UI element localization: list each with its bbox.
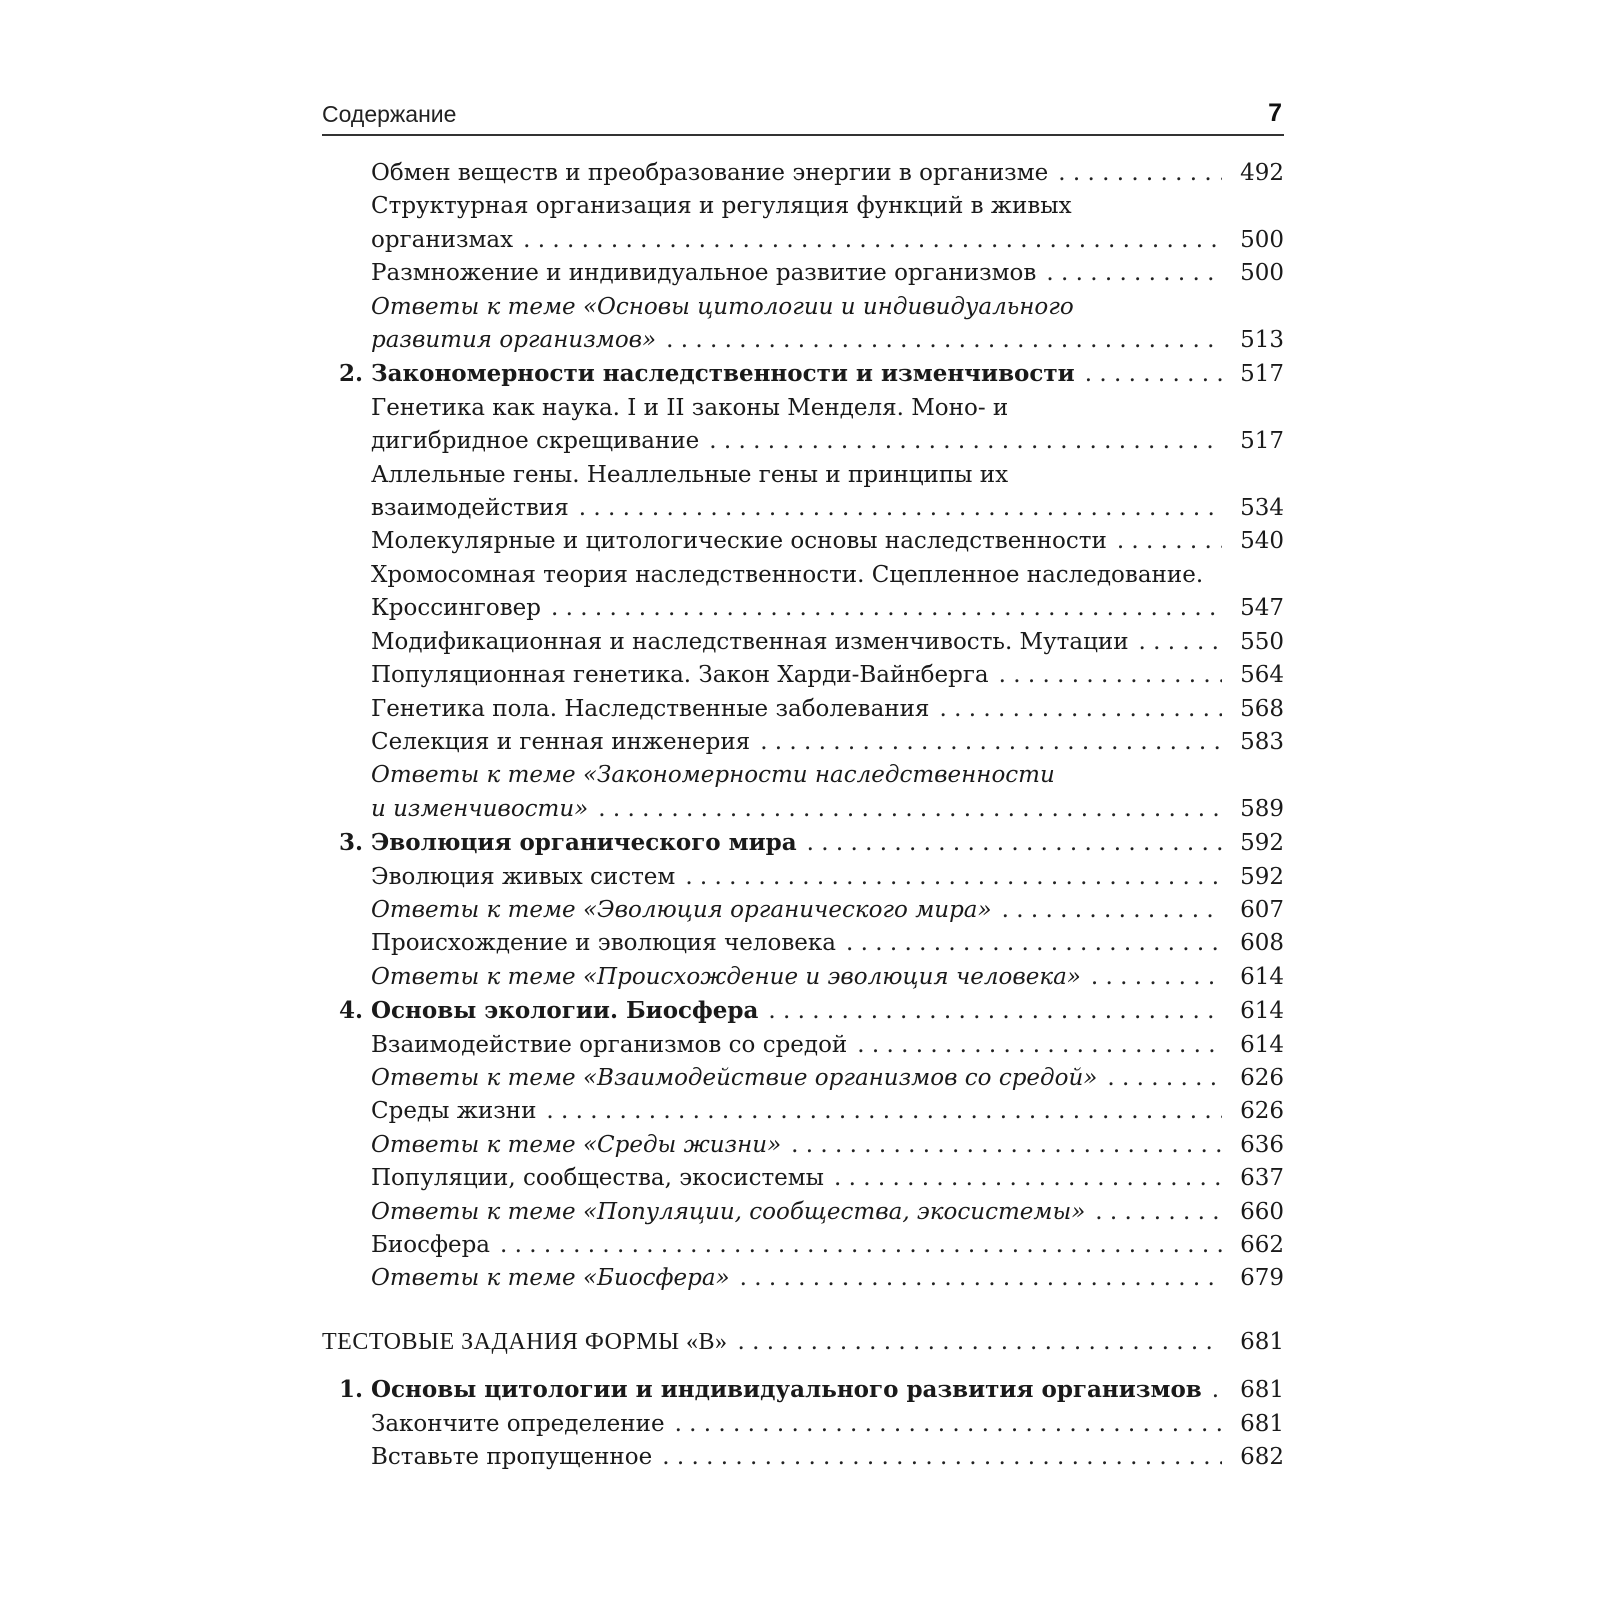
toc-page-number: 636 xyxy=(1240,1131,1284,1158)
dot-leader xyxy=(834,1162,1222,1195)
dot-leader xyxy=(999,659,1222,692)
dot-leader xyxy=(1058,157,1222,190)
toc-entry-title: Размножение и индивидуальное развитие организмов xyxy=(371,260,1037,287)
dot-leader xyxy=(1085,358,1222,391)
toc-page-number: 589 xyxy=(1240,795,1284,822)
dot-leader xyxy=(760,726,1222,759)
dot-leader xyxy=(1002,894,1222,927)
toc-entry[interactable] xyxy=(371,1062,1284,1095)
toc-entry-title: Ответы к теме «Эволюция органического мира» xyxy=(371,896,992,923)
dot-leader xyxy=(768,995,1222,1028)
toc-entry-title: Генетика пола. Наследственные заболевания xyxy=(371,695,930,722)
toc-entry-title: Эволюция живых систем xyxy=(371,863,676,890)
toc-entry-title: Ответы к теме «Взаимодействие организмов со средой» xyxy=(371,1064,1098,1091)
toc-entry[interactable] xyxy=(371,1029,1284,1062)
dot-leader xyxy=(1117,525,1222,558)
toc-entry[interactable] xyxy=(371,525,1284,558)
dot-leader xyxy=(791,1129,1222,1162)
toc-entry-title: Молекулярные и цитологические основы наследственности xyxy=(371,528,1107,555)
toc-page-number: 547 xyxy=(1240,595,1284,622)
toc-section-entry[interactable] xyxy=(339,826,1284,860)
toc-page-number: 568 xyxy=(1240,695,1284,722)
dot-leader xyxy=(709,425,1222,458)
toc-entry[interactable] xyxy=(371,1262,1284,1295)
dot-leader xyxy=(662,1441,1222,1474)
toc-entry[interactable] xyxy=(371,559,1284,626)
toc-entry-title: Среды жизни xyxy=(371,1098,537,1125)
toc-entry[interactable] xyxy=(371,1196,1284,1229)
toc-page-number: 614 xyxy=(1240,963,1284,990)
toc-page-number: 492 xyxy=(1240,160,1284,186)
table-of-contents xyxy=(322,157,1284,1474)
toc-entry[interactable] xyxy=(371,894,1284,927)
toc-section-entry[interactable] xyxy=(339,994,1284,1028)
toc-entry-title-line: Ответы к теме «Закономерности наследственности xyxy=(371,762,1055,789)
toc-entry[interactable] xyxy=(371,1441,1284,1474)
toc-entry[interactable] xyxy=(371,1162,1284,1195)
toc-page-number: 540 xyxy=(1240,528,1284,555)
toc-page-number: 513 xyxy=(1240,327,1284,354)
dot-leader xyxy=(939,693,1222,726)
toc-entry-title: Основы цитологии и индивидуального развития организмов xyxy=(371,1376,1202,1404)
dot-leader xyxy=(1046,257,1222,290)
toc-entry-title: Обмен веществ и преобразование энергии в организме xyxy=(371,160,1049,186)
toc-page-number: 626 xyxy=(1240,1098,1284,1125)
toc-entry-title: Закономерности наследственности и изменчивости xyxy=(371,360,1075,388)
toc-page-number: 662 xyxy=(1240,1232,1284,1258)
toc-entry-title: организмах xyxy=(371,226,514,253)
toc-entry-title: Ответы к теме «Среды жизни» xyxy=(371,1131,782,1158)
toc-entry[interactable] xyxy=(371,659,1284,692)
dot-leader xyxy=(666,324,1222,357)
toc-page-number: 534 xyxy=(1240,495,1284,522)
toc-entry-title-line: Хромосомная теория наследственности. Сцепленное наследование. xyxy=(371,561,1204,588)
toc-entry-title-line: Аллельные гены. Неаллельные гены и принципы их xyxy=(371,461,1009,488)
toc-entry[interactable] xyxy=(371,1129,1284,1162)
toc-entry-title: Биосфера xyxy=(371,1232,491,1258)
toc-entry[interactable] xyxy=(371,1229,1284,1262)
toc-entry[interactable] xyxy=(371,693,1284,726)
dot-leader xyxy=(546,1095,1222,1128)
dot-leader xyxy=(685,861,1222,894)
toc-page-number: 626 xyxy=(1240,1064,1284,1091)
toc-entry-title: Эволюция органического мира xyxy=(371,829,797,857)
toc-entry-title: Происхождение и эволюция человека xyxy=(371,930,836,957)
toc-page-number: 592 xyxy=(1240,863,1284,890)
toc-entry-title: Вставьте пропущенное xyxy=(371,1444,653,1471)
running-header xyxy=(322,96,1284,136)
toc-page-number: 550 xyxy=(1240,628,1284,655)
toc-page-number: 608 xyxy=(1240,930,1284,957)
toc-entry[interactable] xyxy=(371,291,1284,358)
dot-leader xyxy=(1091,961,1222,994)
toc-entry[interactable] xyxy=(371,157,1284,190)
toc-entry-title: Модификационная и наследственная изменчивость. Мутации xyxy=(371,628,1129,655)
running-header-title: Содержание xyxy=(322,101,457,127)
toc-section-number: 2. xyxy=(339,360,364,388)
toc-page-number: 517 xyxy=(1240,361,1284,388)
toc-page-number: 681 xyxy=(1240,1377,1284,1404)
toc-entry[interactable] xyxy=(371,927,1284,960)
toc-entry[interactable] xyxy=(371,459,1284,526)
dot-leader xyxy=(1212,1374,1222,1407)
toc-page-number: 564 xyxy=(1240,662,1284,689)
dot-leader xyxy=(551,592,1222,625)
toc-page-number: 679 xyxy=(1240,1265,1284,1292)
dot-leader xyxy=(675,1408,1222,1441)
toc-page-number: 500 xyxy=(1240,260,1284,287)
toc-page-number: 681 xyxy=(1240,1410,1284,1437)
toc-section-number: 3. xyxy=(339,829,364,857)
toc-entry[interactable] xyxy=(371,961,1284,994)
dot-leader xyxy=(1095,1196,1222,1229)
toc-entry[interactable] xyxy=(371,861,1284,894)
dot-leader xyxy=(598,793,1222,826)
toc-entry-title: Ответы к теме «Популяции, сообщества, экосистемы» xyxy=(371,1198,1086,1225)
toc-page-number: 681 xyxy=(1240,1328,1284,1355)
toc-page-number: 614 xyxy=(1240,1031,1284,1058)
toc-entry-title-line: Ответы к теме «Основы цитологии и индивидуального xyxy=(371,293,1074,320)
dot-leader xyxy=(1139,626,1222,659)
toc-entry-title: взаимодействия xyxy=(371,495,569,522)
toc-page-number: 660 xyxy=(1240,1198,1284,1225)
toc-page-number: 517 xyxy=(1240,428,1284,455)
dot-leader xyxy=(857,1029,1222,1062)
toc-entry[interactable] xyxy=(371,726,1284,759)
toc-entry-title: Ответы к теме «Биосфера» xyxy=(371,1265,730,1292)
dot-leader xyxy=(579,492,1222,525)
page-number: 7 xyxy=(1268,99,1282,127)
toc-section-entry[interactable] xyxy=(339,1373,1284,1407)
dot-leader xyxy=(738,1326,1222,1359)
toc-entry-title: Популяции, сообщества, экосистемы xyxy=(371,1165,824,1192)
toc-entry-title: Популяционная генетика. Закон Харди-Вайнберга xyxy=(371,662,989,689)
dot-leader xyxy=(807,827,1222,860)
toc-entry-title: дигибридное скрещивание xyxy=(371,428,700,455)
toc-page-number: 500 xyxy=(1240,226,1284,253)
toc-section-number: 4. xyxy=(339,997,364,1025)
toc-entry[interactable] xyxy=(371,759,1284,826)
toc-entry-title-line: Генетика как наука. I и II законы Менделя. Моно- и xyxy=(371,394,1009,421)
toc-entry[interactable] xyxy=(371,1095,1284,1128)
toc-section-number: 1. xyxy=(339,1376,364,1404)
toc-section-entry[interactable] xyxy=(339,357,1284,391)
toc-entry-title: Ответы к теме «Происхождение и эволюция человека» xyxy=(371,963,1081,990)
dot-leader xyxy=(1107,1062,1222,1095)
toc-page-number: 592 xyxy=(1240,830,1284,857)
toc-page-number: 614 xyxy=(1240,998,1284,1025)
toc-entry-title: Кроссинговер xyxy=(371,595,541,622)
toc-entry[interactable] xyxy=(371,626,1284,659)
toc-part-entry[interactable] xyxy=(322,1326,1284,1359)
dot-leader xyxy=(846,927,1222,960)
toc-entry-title: Селекция и генная инженерия xyxy=(371,728,751,755)
toc-entry-title: Взаимодействие организмов со средой xyxy=(371,1031,848,1058)
toc-page-number: 607 xyxy=(1240,896,1284,923)
toc-entry-title-line: Структурная организация и регуляция функций в живых xyxy=(371,193,1072,220)
toc-entry[interactable] xyxy=(371,1408,1284,1441)
toc-entry-title: Закончите определение xyxy=(371,1410,665,1437)
dot-leader xyxy=(500,1229,1222,1262)
toc-entry[interactable] xyxy=(371,392,1284,459)
dot-leader xyxy=(523,224,1222,257)
toc-page-number: 583 xyxy=(1240,728,1284,755)
toc-entry[interactable] xyxy=(371,190,1284,257)
toc-entry-title: развития организмов» xyxy=(371,327,657,354)
toc-entry-title: и изменчивости» xyxy=(371,795,589,822)
toc-entry[interactable] xyxy=(371,257,1284,290)
toc-entry-title: ТЕСТОВЫЕ ЗАДАНИЯ ФОРМЫ «В» xyxy=(322,1328,728,1355)
toc-entry-title: Основы экологии. Биосфера xyxy=(371,997,759,1025)
dot-leader xyxy=(740,1262,1222,1295)
toc-page-number: 637 xyxy=(1240,1165,1284,1192)
toc-page-number: 682 xyxy=(1240,1444,1284,1471)
